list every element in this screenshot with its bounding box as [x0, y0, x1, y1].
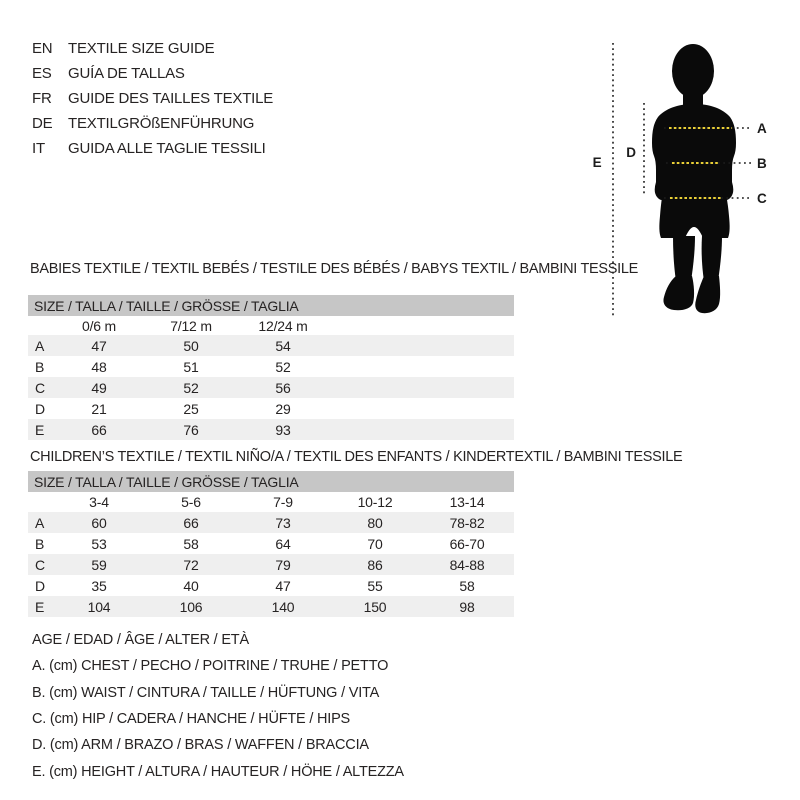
row-label: D: [35, 577, 45, 594]
cell-value: 73: [275, 514, 291, 531]
children-col-header: 5-6: [181, 494, 201, 510]
legend-age: AGE / EDAD / ÂGE / ALTER / ETÀ: [32, 632, 249, 649]
row-label: E: [35, 421, 45, 438]
legend-hip: C. (cm) HIP / CADERA / HANCHE / HÜFTE / HIPS: [32, 711, 351, 728]
children-col-header: 7-9: [273, 494, 293, 510]
row-label: D: [35, 400, 45, 417]
cell-value: 79: [275, 556, 291, 573]
children-column-header-row: [28, 492, 514, 512]
marker-label-B: B: [757, 156, 767, 171]
cell-value: 55: [367, 577, 383, 594]
babies-section-title: BABIES TEXTILE / TEXTIL BEBÉS / TESTILE DES BÉBÉS / BABYS TEXTIL / BAMBINI TESSILE: [30, 261, 638, 277]
cell-value: 51: [183, 358, 199, 375]
cell-value: 106: [179, 598, 203, 615]
row-label: E: [35, 598, 45, 615]
table-row: [28, 533, 514, 554]
child-silhouette: [652, 44, 736, 313]
cell-value: 66-70: [449, 535, 485, 552]
babies-column-header-row: [28, 316, 514, 335]
cell-value: 78-82: [449, 514, 485, 531]
lang-code: IT: [32, 140, 45, 157]
row-label: C: [35, 556, 45, 573]
children-col-header: 10-12: [357, 494, 393, 510]
cell-value: 140: [271, 598, 295, 615]
children-col-header: 13-14: [449, 494, 485, 510]
cell-value: 150: [363, 598, 387, 615]
lang-row-it: [32, 136, 273, 161]
marker-label-E: E: [592, 155, 602, 170]
cell-value: 52: [275, 358, 291, 375]
language-title-list: [32, 36, 273, 161]
table-row: [28, 335, 514, 356]
children-col-header: 3-4: [89, 494, 109, 510]
cell-value: 49: [91, 379, 107, 396]
row-label: A: [35, 514, 45, 531]
table-row: [28, 419, 514, 440]
lang-title: GUÍA DE TALLAS: [68, 65, 185, 82]
cell-value: 58: [459, 577, 475, 594]
table-row: [28, 554, 514, 575]
row-label: A: [35, 337, 45, 354]
children-size-header-text: SIZE / TALLA / TAILLE / GRÖSSE / TAGLIA: [34, 473, 299, 490]
lang-title: TEXTILE SIZE GUIDE: [68, 40, 215, 57]
cell-value: 58: [183, 535, 199, 552]
lang-code: FR: [32, 90, 52, 107]
cell-value: 40: [183, 577, 199, 594]
lang-row-fr: [32, 86, 273, 111]
cell-value: 54: [275, 337, 291, 354]
children-size-header-bar: [28, 471, 514, 492]
babies-col-header: 0/6 m: [81, 317, 116, 334]
cell-value: 70: [367, 535, 383, 552]
lang-title: TEXTILGRÖßENFÜHRUNG: [68, 115, 255, 132]
legend-height: E. (cm) HEIGHT / ALTURA / HAUTEUR / HÖHE / ALTEZZA: [32, 763, 404, 780]
lang-row-de: [32, 111, 273, 136]
children-section-title: CHILDREN’S TEXTILE / TEXTIL NIÑO/A / TEXTIL DES ENFANTS / KINDERTEXTIL / BAMBINI TESSILE: [30, 449, 683, 465]
lang-row-es: [32, 61, 273, 86]
cell-value: 86: [367, 556, 383, 573]
table-row: [28, 356, 514, 377]
cell-value: 50: [183, 337, 199, 354]
cell-value: 21: [91, 400, 107, 417]
cell-value: 60: [91, 514, 107, 531]
cell-value: 52: [183, 379, 199, 396]
cell-value: 84-88: [449, 556, 485, 573]
babies-col-header: 7/12 m: [170, 317, 212, 334]
children-size-table: [28, 492, 514, 617]
table-row: [28, 512, 514, 533]
cell-value: 25: [183, 400, 199, 417]
cell-value: 47: [275, 577, 291, 594]
row-label: B: [35, 358, 45, 375]
cell-value: 47: [91, 337, 107, 354]
cell-value: 66: [91, 421, 107, 438]
table-row: [28, 377, 514, 398]
cell-value: 76: [183, 421, 199, 438]
lang-code: EN: [32, 40, 53, 57]
cell-value: 64: [275, 535, 291, 552]
row-label: B: [35, 535, 45, 552]
cell-value: 66: [183, 514, 199, 531]
cell-value: 80: [367, 514, 383, 531]
measurement-legend: [32, 627, 404, 785]
lang-code: ES: [32, 65, 52, 82]
cell-value: 59: [91, 556, 107, 573]
cell-value: 35: [91, 577, 107, 594]
lang-title: GUIDA ALLE TAGLIE TESSILI: [68, 140, 266, 157]
cell-value: 29: [275, 400, 291, 417]
marker-label-D: D: [626, 145, 636, 160]
cell-value: 56: [275, 379, 291, 396]
babies-col-header: 12/24 m: [258, 317, 308, 334]
table-row: [28, 398, 514, 419]
babies-size-header-text: SIZE / TALLA / TAILLE / GRÖSSE / TAGLIA: [34, 297, 299, 314]
legend-chest: A. (cm) CHEST / PECHO / POITRINE / TRUHE / PETTO: [32, 658, 389, 675]
legend-waist: B. (cm) WAIST / CINTURA / TAILLE / HÜFTUNG / VITA: [32, 684, 380, 701]
row-label: C: [35, 379, 45, 396]
cell-value: 72: [183, 556, 199, 573]
cell-value: 53: [91, 535, 107, 552]
table-row: [28, 575, 514, 596]
cell-value: 48: [91, 358, 107, 375]
cell-value: 104: [87, 598, 111, 615]
lang-row-en: [32, 36, 273, 61]
table-row: [28, 596, 514, 617]
legend-arm: D. (cm) ARM / BRAZO / BRAS / WAFFEN / BRACCIA: [32, 737, 369, 754]
marker-label-A: A: [757, 121, 767, 136]
lang-title: GUIDE DES TAILLES TEXTILE: [68, 90, 274, 107]
lang-code: DE: [32, 115, 53, 132]
cell-value: 98: [459, 598, 475, 615]
cell-value: 93: [275, 421, 291, 438]
babies-size-table: [28, 316, 514, 440]
marker-label-C: C: [757, 191, 767, 206]
babies-size-header-bar: [28, 295, 514, 316]
